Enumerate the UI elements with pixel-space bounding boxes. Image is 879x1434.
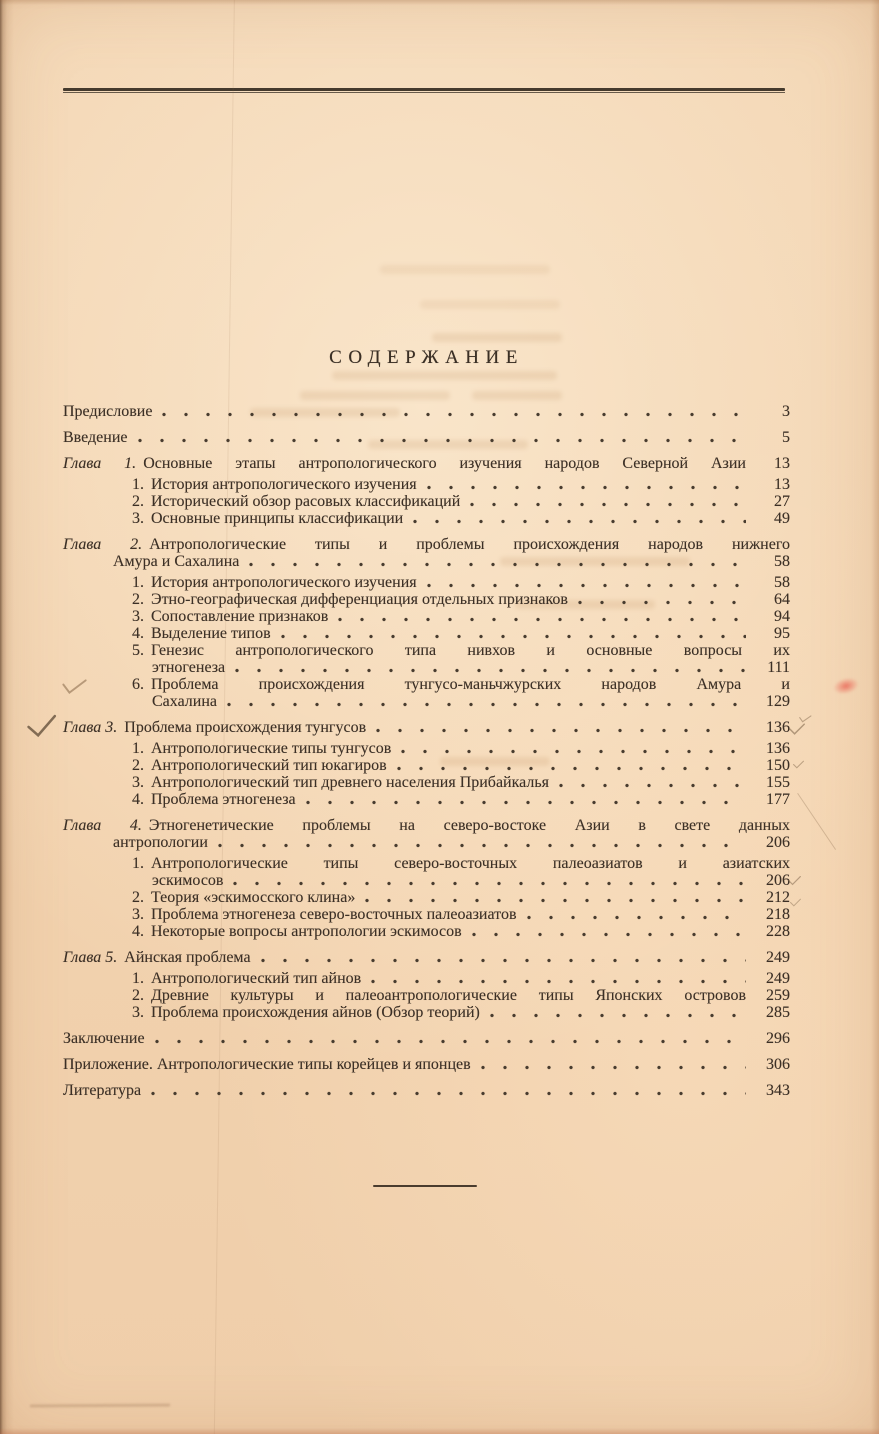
page-edge-right [871, 0, 879, 1434]
pencil-checkmark-icon [788, 873, 801, 888]
dot-leaders [401, 749, 746, 754]
entry-label [63, 455, 746, 472]
toc-entry-line [63, 455, 790, 472]
entry-text: Древние культуры и палеоантропологические типы Японских островов [151, 987, 746, 1004]
show-through-ghost [332, 371, 557, 380]
toc-entry [63, 676, 790, 710]
page-number: 94 [774, 608, 790, 625]
dot-leaders [281, 634, 746, 639]
toc-entry-line-continued [63, 834, 790, 851]
entry-text: Исторический обзор расовых классификаций [151, 493, 461, 510]
toc-entry-line [132, 1004, 790, 1021]
entry-text: Приложение. Антропологические типы корейцев и японцев [63, 1056, 471, 1073]
toc-entry-line [63, 1056, 790, 1073]
item-number: 4. [132, 791, 144, 808]
entry-text: Предисловие [63, 403, 153, 420]
dot-leaders [481, 1065, 746, 1070]
entry-label [132, 923, 462, 940]
entry-text: Айнская проблема [124, 949, 251, 966]
toc-entry-line [132, 923, 790, 940]
toc-entry [63, 1004, 790, 1021]
toc-entry-line-continued [132, 659, 790, 676]
dot-leaders [261, 958, 746, 963]
toc-entry [63, 536, 790, 570]
page-number: 155 [766, 774, 790, 791]
page-edge-top [0, 0, 879, 5]
item-number: 1. [132, 855, 144, 872]
item-number: 2. [132, 889, 144, 906]
toc-entry [63, 719, 790, 736]
page-number: 206 [766, 834, 790, 851]
toc-entry-line [63, 536, 790, 553]
item-number: 3. [132, 774, 144, 791]
dot-leaders [235, 668, 746, 673]
toc-entry [63, 757, 790, 774]
toc-entry-line [132, 625, 790, 642]
entry-text: Сопоставление признаков [151, 608, 329, 625]
entry-text: Этногенетические проблемы на северо-востоке Азии в свете данных [148, 817, 790, 834]
page-number: 259 [766, 987, 790, 1004]
item-number: 2. [132, 987, 144, 1004]
page-number: 285 [766, 1004, 790, 1021]
entry-text: Литература [63, 1082, 142, 1099]
toc-entry-line [132, 591, 790, 608]
toc-entry [63, 987, 790, 1004]
entry-text: Выделение типов [151, 625, 271, 642]
entry-label [132, 791, 296, 808]
page-number: 249 [766, 949, 790, 966]
page-title: СОДЕРЖАНИЕ [329, 347, 524, 368]
entry-text: Теория «эскимосского клина» [151, 889, 356, 906]
item-number: 2. [132, 757, 144, 774]
entry-label [63, 719, 366, 736]
item-number: 1. [132, 970, 144, 987]
toc-entry [63, 608, 790, 625]
entry-text-continued: эскимосов [152, 872, 224, 889]
entry-text: Проблема происхождения тунгусов [124, 719, 367, 736]
toc-entry [63, 493, 790, 510]
chapter-number: Глава 4. [63, 817, 142, 834]
pencil-checkmark-icon [26, 713, 58, 739]
entry-label [132, 774, 549, 791]
page-number: 64 [774, 591, 790, 608]
entry-label [63, 949, 251, 966]
page-number: 206 [766, 872, 790, 889]
toc-entry [63, 642, 790, 676]
toc-entry-line [132, 970, 790, 987]
toc-entry-line [63, 1082, 790, 1099]
entry-label [132, 493, 460, 510]
entry-text-continued: Сахалина [152, 693, 218, 710]
toc-entry-line [132, 889, 790, 906]
entry-label [132, 970, 361, 987]
toc-entry [63, 740, 790, 757]
pencil-checkmark-icon [793, 758, 804, 771]
page-number: 13 [774, 476, 790, 493]
toc-entry [63, 889, 790, 906]
show-through-ghost [300, 391, 450, 400]
chapter-number: Глава 3. [63, 719, 118, 736]
entry-label [132, 608, 328, 625]
show-through-ghost [472, 391, 562, 400]
entry-text: Введение [63, 429, 128, 446]
entry-text: Некоторые вопросы антропологии эскимосов [151, 923, 462, 940]
show-through-ghost [420, 300, 560, 309]
show-through-ghost [380, 265, 550, 274]
toc-entry [63, 923, 790, 940]
page-number: 111 [767, 659, 790, 676]
toc-entry [63, 510, 790, 527]
entry-text: История антропологического изучения [151, 476, 417, 493]
dot-leaders [365, 898, 746, 903]
toc-entry-line [132, 774, 790, 791]
toc-entry-line [63, 1030, 790, 1047]
pencil-checkmark-icon [789, 722, 805, 736]
entry-text: Проблема этногенеза северо-восточных палеоазиатов [151, 906, 517, 923]
page-number: 228 [766, 923, 790, 940]
page-number: 27 [774, 493, 790, 510]
item-number: 3. [132, 510, 144, 527]
toc-entry [63, 791, 790, 808]
page-edge-bottom [0, 1428, 879, 1434]
dot-leaders [233, 881, 746, 886]
header-rule-thick [63, 88, 785, 91]
page-number: 136 [766, 740, 790, 757]
dot-leaders [397, 766, 746, 771]
entry-text: Антропологический тип древнего населения Прибайкалья [151, 774, 550, 791]
toc-entry-line [63, 949, 790, 966]
dot-leaders [578, 600, 746, 605]
dot-leaders [413, 519, 746, 524]
toc-entry [63, 817, 790, 851]
toc-entry [63, 949, 790, 966]
toc-entry-line [132, 574, 790, 591]
header-rule-thin [63, 92, 785, 93]
header-rule [63, 88, 785, 93]
dot-leaders [218, 843, 746, 848]
toc-entry [63, 591, 790, 608]
entry-label [63, 1030, 145, 1047]
page-number: 177 [766, 791, 790, 808]
entry-text: Антропологические типы северо-восточных палеоазиатов и азиатских [151, 855, 790, 872]
entry-label [63, 1082, 141, 1099]
item-number: 3. [132, 608, 144, 625]
dot-leaders [472, 932, 746, 937]
item-number: 3. [132, 906, 144, 923]
entry-label [63, 536, 790, 553]
toc-entry-line [132, 476, 790, 493]
page-edge-left [0, 0, 14, 1434]
entry-text: Проблема происхождения тунгусо-маньчжурских народов Амура и [151, 676, 790, 693]
item-number: 1. [132, 740, 144, 757]
entry-label [132, 855, 790, 872]
toc-entry [63, 1056, 790, 1073]
entry-label [132, 740, 391, 757]
entry-label [132, 906, 517, 923]
entry-text: Антропологический тип юкагиров [151, 757, 387, 774]
show-through-ghost [432, 333, 562, 342]
entry-label [132, 1004, 480, 1021]
entry-text: Этно-географическая дифференциация отдельных признаков [151, 591, 568, 608]
dot-leaders [376, 728, 746, 733]
toc-entry [63, 625, 790, 642]
toc-entry-line [132, 608, 790, 625]
item-number: 2. [132, 493, 144, 510]
page-number: 58 [774, 574, 790, 591]
item-number: 1. [132, 574, 144, 591]
entry-label [132, 987, 746, 1004]
toc-entry-line [132, 493, 790, 510]
chapter-number: Глава 5. [63, 949, 118, 966]
entry-text: Заключение [63, 1030, 145, 1047]
toc-entry [63, 429, 790, 446]
entry-text-continued: этногенеза [152, 659, 226, 676]
page-number: 13 [774, 455, 790, 472]
toc-entry [63, 1082, 790, 1099]
page-number: 306 [766, 1056, 790, 1073]
entry-label [63, 1056, 471, 1073]
dot-leaders [338, 617, 746, 622]
item-number: 2. [132, 591, 144, 608]
entry-label [63, 403, 152, 420]
entry-label [132, 476, 417, 493]
pencil-checkmark-icon [798, 712, 812, 725]
dot-leaders [427, 583, 746, 588]
toc-entry-line-continued [63, 553, 790, 570]
dot-leaders [490, 1013, 746, 1018]
dot-leaders [155, 1039, 746, 1044]
page-number: 49 [774, 510, 790, 527]
page-number: 296 [766, 1030, 790, 1047]
entry-text: Антропологические типы и проблемы происхождения народов нижнего [149, 536, 790, 553]
page-number: 136 [766, 719, 790, 736]
entry-text-continued: Амура и Сахалина [113, 553, 240, 570]
entry-label [132, 574, 417, 591]
pencil-checkmark-icon [790, 897, 801, 908]
dot-leaders [371, 979, 746, 984]
pencil-smudge [30, 1404, 170, 1408]
entry-text: История антропологического изучения [151, 574, 417, 591]
toc-entry [63, 1030, 790, 1047]
page-number: 150 [766, 757, 790, 774]
entry-label [132, 591, 568, 608]
pencil-checkmark-icon [61, 674, 88, 697]
toc-entry-line-continued [132, 872, 790, 889]
entry-text: Генезис антропологического типа нивхов и основные вопросы их [151, 642, 790, 659]
toc-entry-line [63, 719, 790, 736]
entry-label [63, 817, 790, 834]
red-pencil-smudge [826, 671, 866, 701]
toc-entry [63, 403, 790, 420]
dot-leaders [227, 702, 746, 707]
page-number: 129 [766, 693, 790, 710]
entry-text: Проблема происхождения айнов (Обзор теорий) [151, 1004, 480, 1021]
toc-entry-line [132, 855, 790, 872]
entry-label [132, 889, 355, 906]
item-number: 4. [132, 625, 144, 642]
toc-entry [63, 476, 790, 493]
toc-entry-line [132, 757, 790, 774]
toc-entry-line [132, 740, 790, 757]
entry-label [132, 642, 790, 659]
toc-entry-line [132, 676, 790, 693]
toc-entry-line [63, 817, 790, 834]
toc-entry [63, 574, 790, 591]
toc-entry-line [132, 791, 790, 808]
entry-text: Антропологический тип айнов [151, 970, 362, 987]
entry-label [132, 510, 403, 527]
page-number: 249 [766, 970, 790, 987]
toc-entry-line [63, 403, 790, 420]
entry-text: Антропологические типы тунгусов [151, 740, 392, 757]
entry-label [132, 757, 387, 774]
toc-entry-line-continued [132, 693, 790, 710]
dot-leaders [559, 783, 746, 788]
footer-rule [373, 1185, 477, 1187]
paper-scratch [797, 793, 836, 850]
item-number: 3. [132, 1004, 144, 1021]
entry-label [132, 676, 790, 693]
dot-leaders [138, 438, 747, 443]
dot-leaders [470, 502, 746, 507]
entry-text: Основные принципы классификации [151, 510, 404, 527]
dot-leaders [427, 485, 746, 490]
chapter-number: Глава 1. [63, 455, 137, 472]
toc-entry-line [132, 642, 790, 659]
entry-label [132, 625, 271, 642]
toc-entry [63, 970, 790, 987]
toc-entry [63, 455, 790, 472]
toc-entry-line [132, 906, 790, 923]
toc-entry [63, 855, 790, 889]
dot-leaders [306, 800, 746, 805]
page-number: 5 [782, 429, 790, 446]
page-number: 218 [766, 906, 790, 923]
page-number: 95 [774, 625, 790, 642]
toc-entry-line [132, 987, 790, 1004]
page-number: 343 [766, 1082, 790, 1099]
dot-leaders [162, 412, 746, 417]
item-number: 5. [132, 642, 144, 659]
entry-text: Основные этапы антропологического изучения народов Северной Азии [143, 455, 746, 472]
page-number: 58 [774, 553, 790, 570]
table-of-contents [63, 403, 790, 1099]
entry-text-continued: антропологии [113, 834, 208, 851]
item-number: 4. [132, 923, 144, 940]
toc-entry-line [63, 429, 790, 446]
chapter-number: Глава 2. [63, 536, 143, 553]
item-number: 6. [132, 676, 144, 693]
toc-entry [63, 906, 790, 923]
dot-leaders [527, 915, 746, 920]
page-number: 212 [766, 889, 790, 906]
dot-leaders [151, 1091, 746, 1096]
item-number: 1. [132, 476, 144, 493]
toc-entry-line [132, 510, 790, 527]
entry-label [63, 429, 128, 446]
toc-entry [63, 774, 790, 791]
dot-leaders [249, 562, 746, 567]
page-number: 3 [782, 403, 790, 420]
entry-text: Проблема этногенеза [151, 791, 296, 808]
